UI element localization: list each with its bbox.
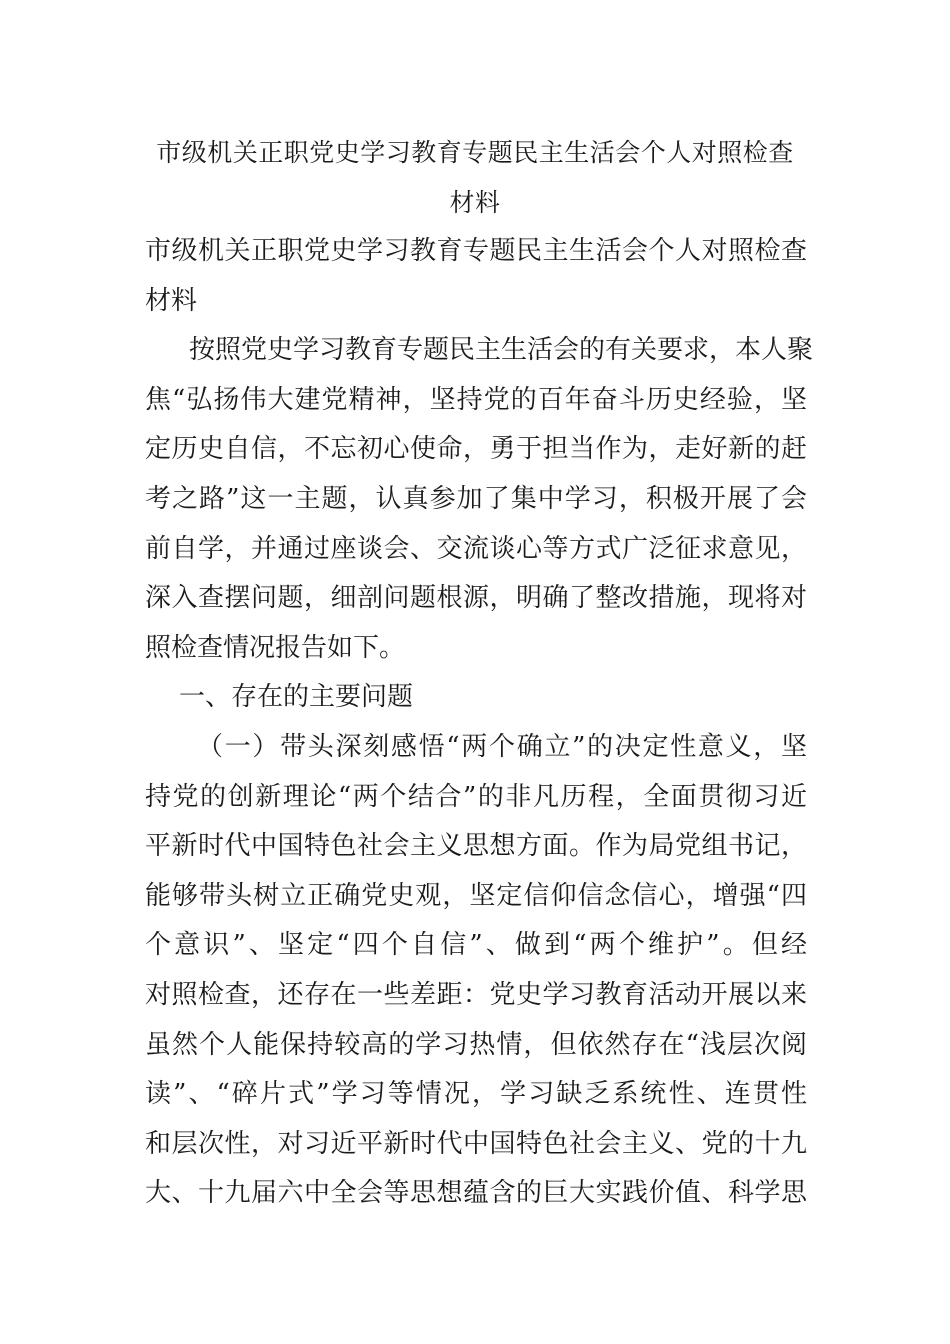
title-line-1: 市级机关正职党史学习教育专题民主生活会个人对照检查	[156, 138, 794, 167]
subtitle-line-2: 材料	[145, 285, 198, 316]
paragraph2-line-7: 虽然个人能保持较高的学习热情，但依然存在“浅层次阅	[145, 1029, 807, 1060]
paragraph1-line-1: 按照党史学习教育专题民主生活会的有关要求，本人聚	[189, 335, 814, 366]
paragraph2-line-1: （一）带头深刻感悟“两个确立”的决定性意义，坚	[197, 731, 807, 762]
document-body	[145, 227, 814, 1219]
paragraph1-line-6: 深入查摆问题，细剖问题根源，明确了整改措施，现将对	[145, 583, 807, 614]
paragraph2-line-10: 大、十九届六中全会等思想蕴含的巨大实践价值、科学思	[145, 1178, 807, 1209]
title-line-2: 材料	[449, 188, 501, 217]
paragraph1-line-2: 焦“弘扬伟大建党精神，坚持党的百年奋斗历史经验，坚	[145, 384, 807, 415]
paragraph2-line-6: 对照检查，还存在一些差距：党史学习教育活动开展以来	[145, 979, 807, 1010]
paragraph2-line-3: 平新时代中国特色社会主义思想方面。作为局党组书记，	[145, 831, 807, 862]
paragraph1-line-5: 前自学，并通过座谈会、交流谈心等方式广泛征求意见，	[145, 533, 807, 564]
paragraph2-line-4: 能够带头树立正确党史观，坚定信仰信念信心，增强“四	[145, 880, 807, 911]
paragraph2-line-9: 和层次性，对习近平新时代中国特色社会主义、党的十九	[145, 1128, 807, 1159]
paragraph1-line-3: 定历史自信，不忘初心使命，勇于担当作为，走好新的赶	[145, 434, 807, 465]
document-title	[145, 128, 805, 228]
paragraph1-line-7: 照检查情况报告如下。	[145, 632, 406, 663]
section-heading: 一、存在的主要问题	[179, 682, 414, 713]
paragraph2-line-8: 读”、“碎片式”学习等情况，学习缺乏系统性、连贯性	[145, 1079, 807, 1110]
paragraph1-line-4: 考之路”这一主题，认真参加了集中学习，积极开展了会	[145, 483, 807, 514]
paragraph2-line-5: 个意识”、坚定“四个自信”、做到“两个维护”。但经	[145, 930, 807, 961]
subtitle-line-1: 市级机关正职党史学习教育专题民主生活会个人对照检查	[145, 236, 807, 266]
paragraph2-line-2: 持党的创新理论“两个结合”的非凡历程，全面贯彻习近	[145, 781, 807, 812]
